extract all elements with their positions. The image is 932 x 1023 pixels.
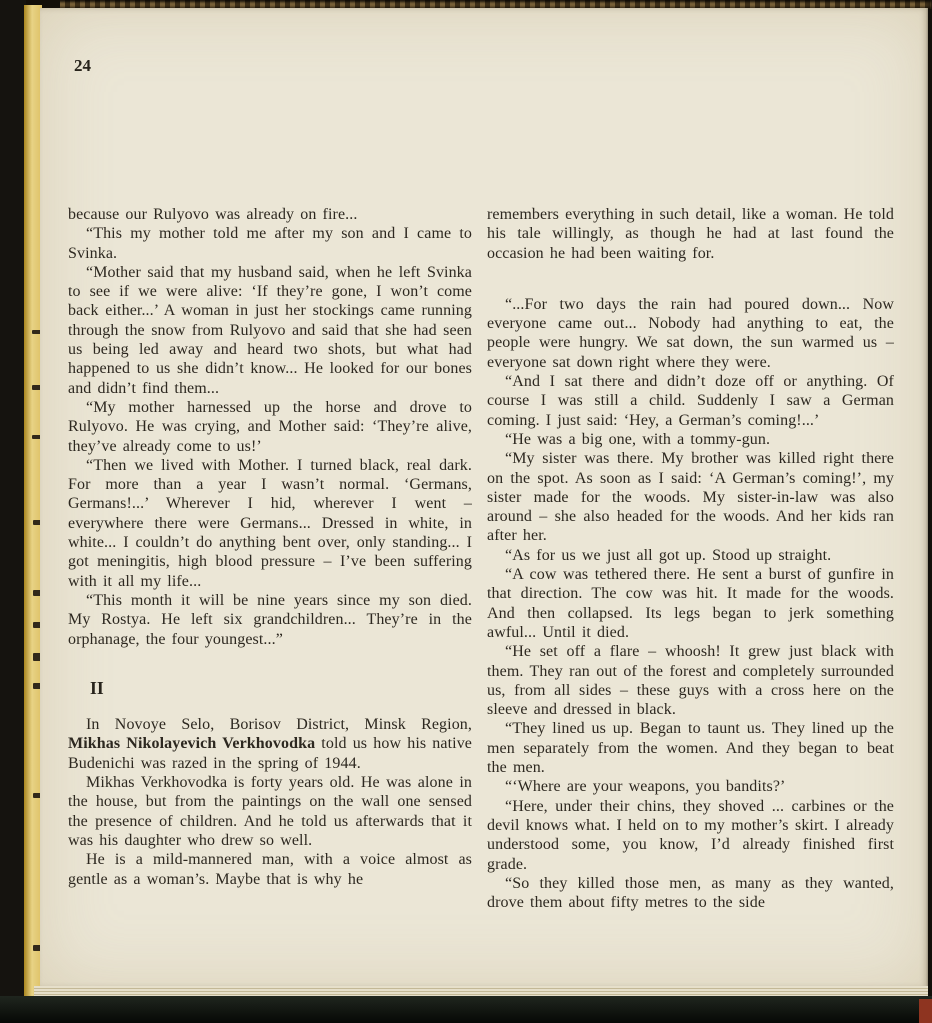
paragraph: “He was a big one, with a tommy-gun. <box>505 430 771 448</box>
text-column-right <box>487 205 894 912</box>
page-right-shadow <box>926 0 932 1000</box>
paragraph: “And I sat there and didn’t doze off or anything. Of course I was still a child. Suddenly I saw a German coming. I just said: ‘Hey, a German’s coming!...’ <box>487 373 894 429</box>
paragraph: “They lined us up. Began to taunt us. They lined up the men separately from the women. And they began to beat the men. <box>487 720 894 777</box>
intro-text: In Novoye Selo, Borisov District, Minsk Region, <box>86 716 472 734</box>
page-number: 24 <box>74 56 91 75</box>
paragraph: “He set off a flare – whoosh! It grew just black with them. They ran out of the forest and completely surrounded us, from all sides – these guys with a cross here on the sleeve and dressed in black. <box>487 643 894 719</box>
paragraph: “As for us we just all got up. Stood up straight. <box>505 546 832 564</box>
person-name: Mikhas Nikolayevich Verkhovodka <box>68 735 316 753</box>
paragraph: “...For two days the rain had poured down... Now everyone came out... Nobody had anything to eat, the people were hungry. We sat down, the sun warmed us – everyone sat down right where they were. <box>487 295 894 371</box>
paragraph: “Then we lived with Mother. I turned black, real dark. For more than a year I wasn’t normal. ‘Germans, Germans!...’ Wherever I hid, wherever I went – everywhere there were Germans... Dressed in white, in white... I couldn’t do anything bent over, only standing... I got meningitis, high blood pressure – I’ve been suffering with it all my life... <box>68 456 472 590</box>
paragraph: “‘Where are your weapons, you bandits?’ <box>505 778 786 796</box>
paragraph: “My mother harnessed up the horse and drove to Rulyovo. He was crying, and Mother said: ‘They’re alive, they’ve already come to us!’ <box>68 398 472 455</box>
text-column-left <box>68 205 472 889</box>
paragraph: “This my mother told me after my son and I came to Svinka. <box>68 225 472 262</box>
paragraph: He is a mild-mannered man, with a voice almost as gentle as a woman’s. Maybe that is why he <box>68 851 472 888</box>
paragraph: “Here, under their chins, they shoved ... carbines or the devil knows what. I held on to my mother’s skirt. I already understood some, you know, I’d already finished first grade. <box>487 797 894 873</box>
paragraph: “Mother said that my husband said, when he left Svinka to see if we were alive: ‘If they’re gone, I won’t come back either...’ A woman in just her stockings came running through the snow from Rulyovo and said that she had seen us being led away and heard two shots, but what had happened to us she didn’t know... He looked for our bones and didn’t find them... <box>68 263 472 397</box>
paragraph <box>68 715 472 773</box>
book-cover-corner-accent <box>919 999 932 1023</box>
paragraph: Mikhas Verkhovodka is forty years old. He was alone in the house, but from the paintings on the wall one sensed the presence of children. And he told us afterwards that it was his daughter who drew so well. <box>68 774 472 849</box>
paragraph: “This month it will be nine years since my son died. My Rostya. He left six grandchildren... They’re in the orphanage, the four youngest...” <box>68 591 472 648</box>
section-heading: II <box>90 677 104 698</box>
paragraph: “A cow was tethered there. He sent a burst of gunfire in that direction. The cow was hit. It made for the woods. And then collapsed. Its legs began to jerk something awful... Until it died. <box>487 566 894 641</box>
paragraph: “My sister was there. My brother was killed right there on the spot. As soon as I said: ‘A German’s coming!’, my sister made for the woods. My sister-in-law was also around – she also headed for the woods. And her kids ran after her. <box>487 450 894 545</box>
intro-text: told us how his native Budenichi was razed in the spring of 1944. <box>68 735 472 772</box>
book-page <box>40 8 928 988</box>
book-cover-bottom <box>0 996 932 1023</box>
book-spine-edge <box>0 0 26 1023</box>
paragraph: remembers everything in such detail, like a woman. He told his tale willingly, as though he had at last found the occasion he had been waiting for. <box>487 206 894 262</box>
paragraph: “So they killed those men, as many as they wanted, drove them about fifty metres to the side <box>487 874 894 912</box>
paragraph: because our Rulyovo was already on fire... <box>68 206 358 223</box>
